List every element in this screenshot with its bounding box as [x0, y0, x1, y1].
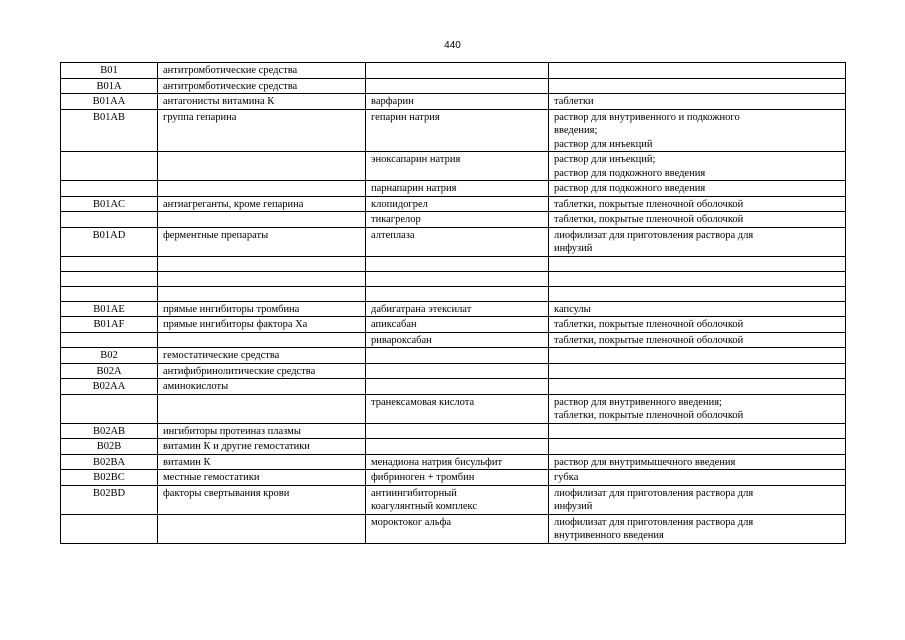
atc-code-cell: B02BA [61, 454, 158, 470]
group-name-cell [158, 514, 366, 543]
group-name-cell: антагонисты витамина К [158, 94, 366, 110]
table-row [61, 301, 846, 317]
dosage-form-cell [549, 286, 846, 301]
atc-code-cell: B01A [61, 78, 158, 94]
table-row [61, 286, 846, 301]
group-name-cell: группа гепарина [158, 109, 366, 152]
dosage-form-cell [549, 63, 846, 79]
dosage-form-cell: раствор для внутримышечного введения [549, 454, 846, 470]
dosage-form-cell: раствор для подкожного введения [549, 181, 846, 197]
dosage-form-cell: капсулы [549, 301, 846, 317]
atc-code-cell [61, 152, 158, 181]
dosage-form-cell [549, 271, 846, 286]
group-name-cell: аминокислоты [158, 379, 366, 395]
group-name-cell: факторы свертывания крови [158, 485, 366, 514]
dosage-form-cell: лиофилизат для приготовления раствора для внутривенного введения [549, 514, 846, 543]
dosage-form-cell: таблетки [549, 94, 846, 110]
atc-code-cell: B02A [61, 363, 158, 379]
group-name-cell [158, 152, 366, 181]
dosage-form-cell [549, 379, 846, 395]
group-name-cell: антитромботические средства [158, 78, 366, 94]
table-row [61, 152, 846, 181]
table-row [61, 439, 846, 455]
drug-name-cell: тикагрелор [366, 212, 549, 228]
atc-code-cell: B02B [61, 439, 158, 455]
drug-name-cell: мороктоког альфа [366, 514, 549, 543]
table-row [61, 94, 846, 110]
atc-code-cell: B01AD [61, 227, 158, 256]
drug-name-cell [366, 63, 549, 79]
table-row [61, 332, 846, 348]
drug-name-cell [366, 423, 549, 439]
atc-code-cell [61, 332, 158, 348]
group-name-cell: антитромботические средства [158, 63, 366, 79]
atc-code-cell [61, 514, 158, 543]
table-row [61, 394, 846, 423]
atc-code-cell: B02AA [61, 379, 158, 395]
group-name-cell: ингибиторы протеиназ плазмы [158, 423, 366, 439]
dosage-form-cell: раствор для внутривенного и подкожного введения; раствор для инъекций [549, 109, 846, 152]
group-name-cell [158, 271, 366, 286]
table-row [61, 514, 846, 543]
table-row [61, 78, 846, 94]
dosage-form-cell: таблетки, покрытые пленочной оболочкой [549, 317, 846, 333]
drug-name-cell [366, 348, 549, 364]
table-row [61, 485, 846, 514]
atc-code-cell: B01AF [61, 317, 158, 333]
drug-name-cell: ривароксабан [366, 332, 549, 348]
group-name-cell [158, 394, 366, 423]
table-row [61, 63, 846, 79]
atc-code-cell [61, 181, 158, 197]
table-row [61, 379, 846, 395]
table-row [61, 109, 846, 152]
drug-name-cell: дабигатрана этексилат [366, 301, 549, 317]
drug-name-cell: апиксабан [366, 317, 549, 333]
page-number: 440 [444, 40, 461, 51]
dosage-form-cell [549, 348, 846, 364]
dosage-form-cell: лиофилизат для приготовления раствора для инфузий [549, 227, 846, 256]
table-row [61, 363, 846, 379]
table-row [61, 348, 846, 364]
drug-name-cell: менадиона натрия бисульфит [366, 454, 549, 470]
dosage-form-cell [549, 439, 846, 455]
group-name-cell: витамин К и другие гемостатики [158, 439, 366, 455]
drug-name-cell [366, 379, 549, 395]
dosage-form-cell: таблетки, покрытые пленочной оболочкой [549, 332, 846, 348]
group-name-cell: прямые ингибиторы фактора Xa [158, 317, 366, 333]
drug-classification-table [60, 62, 846, 544]
dosage-form-cell: лиофилизат для приготовления раствора для инфузий [549, 485, 846, 514]
table-row [61, 181, 846, 197]
dosage-form-cell [549, 363, 846, 379]
dosage-form-cell: таблетки, покрытые пленочной оболочкой [549, 212, 846, 228]
group-name-cell: ферментные препараты [158, 227, 366, 256]
table-row [61, 317, 846, 333]
atc-code-cell: B01AE [61, 301, 158, 317]
atc-code-cell: B01AC [61, 196, 158, 212]
table-row [61, 423, 846, 439]
table-body [61, 63, 846, 544]
group-name-cell: прямые ингибиторы тромбина [158, 301, 366, 317]
table-row [61, 212, 846, 228]
group-name-cell: антифибринолитические средства [158, 363, 366, 379]
atc-code-cell [61, 256, 158, 271]
atc-code-cell [61, 212, 158, 228]
drug-name-cell [366, 78, 549, 94]
atc-code-cell: B01AA [61, 94, 158, 110]
drug-name-cell: варфарин [366, 94, 549, 110]
group-name-cell [158, 256, 366, 271]
atc-code-cell: B02BC [61, 470, 158, 486]
group-name-cell: местные гемостатики [158, 470, 366, 486]
atc-code-cell: B02 [61, 348, 158, 364]
drug-name-cell: антиингибиторный коагулянтный комплекс [366, 485, 549, 514]
drug-name-cell: фибриноген + тромбин [366, 470, 549, 486]
drug-name-cell: клопидогрел [366, 196, 549, 212]
group-name-cell [158, 286, 366, 301]
dosage-form-cell [549, 78, 846, 94]
atc-code-cell: B02BD [61, 485, 158, 514]
group-name-cell: витамин К [158, 454, 366, 470]
drug-name-cell [366, 286, 549, 301]
table-row [61, 256, 846, 271]
dosage-form-cell: таблетки, покрытые пленочной оболочкой [549, 196, 846, 212]
atc-code-cell [61, 394, 158, 423]
atc-code-cell: B01 [61, 63, 158, 79]
group-name-cell [158, 181, 366, 197]
atc-code-cell [61, 286, 158, 301]
table-row [61, 454, 846, 470]
drug-name-cell [366, 256, 549, 271]
table-row [61, 196, 846, 212]
drug-name-cell: парнапарин натрия [366, 181, 549, 197]
group-name-cell [158, 212, 366, 228]
group-name-cell: гемостатические средства [158, 348, 366, 364]
drug-name-cell [366, 363, 549, 379]
dosage-form-cell: губка [549, 470, 846, 486]
group-name-cell: антиагреганты, кроме гепарина [158, 196, 366, 212]
group-name-cell [158, 332, 366, 348]
dosage-form-cell [549, 423, 846, 439]
atc-code-cell [61, 271, 158, 286]
drug-name-cell [366, 271, 549, 286]
dosage-form-cell: раствор для инъекций; раствор для подкожного введения [549, 152, 846, 181]
dosage-form-cell [549, 256, 846, 271]
table-row [61, 470, 846, 486]
drug-name-cell [366, 439, 549, 455]
table-row [61, 227, 846, 256]
dosage-form-cell: раствор для внутривенного введения; таблетки, покрытые пленочной оболочкой [549, 394, 846, 423]
drug-name-cell: гепарин натрия [366, 109, 549, 152]
table-row [61, 271, 846, 286]
drug-name-cell: транексамовая кислота [366, 394, 549, 423]
atc-code-cell: B01AB [61, 109, 158, 152]
drug-name-cell: алтеплаза [366, 227, 549, 256]
atc-code-cell: B02AB [61, 423, 158, 439]
drug-name-cell: эноксапарин натрия [366, 152, 549, 181]
